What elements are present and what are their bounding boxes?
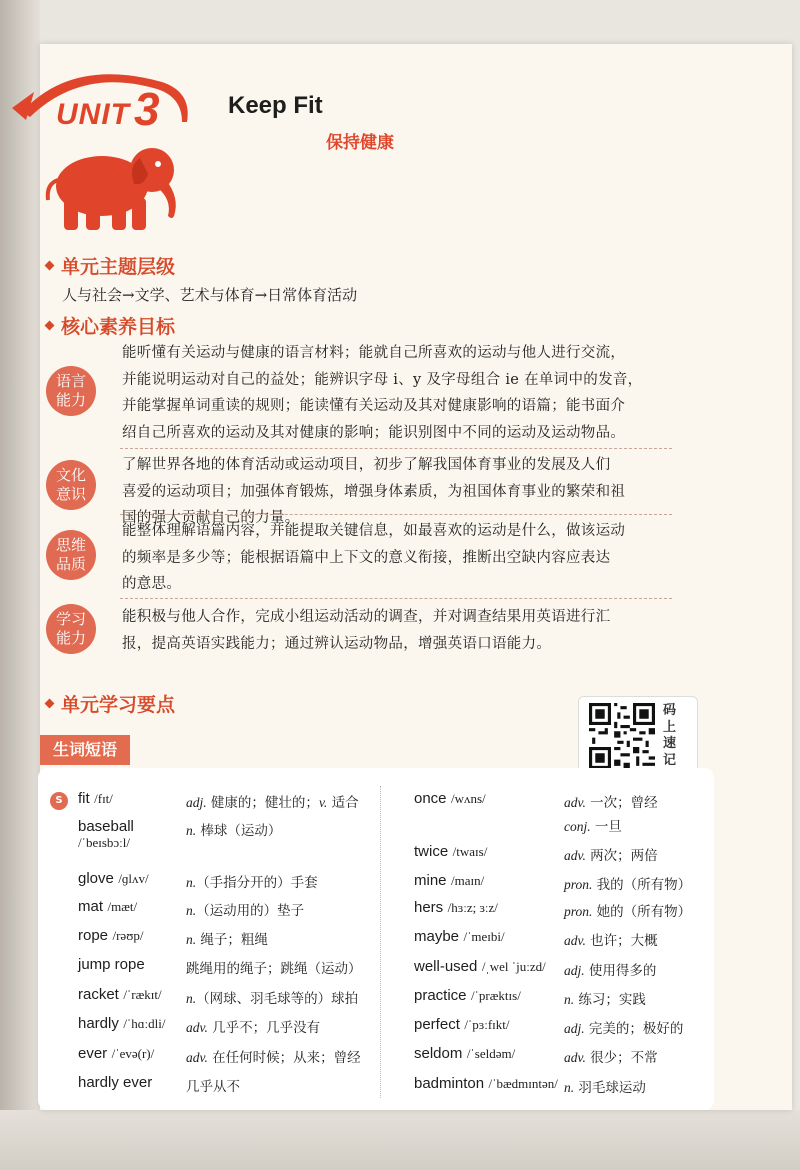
vocab-word: glove [78,870,114,887]
goal-learning [46,604,686,664]
part-of-speech: adv. [564,795,586,810]
vocab-meaning [186,899,304,919]
goal-line: 国的强大贡献自己的力量。 [122,510,300,526]
meaning-text: 一旦 [590,819,622,835]
goals-heading-text: 核心素养目标 [61,316,176,338]
vocab-word: well-used [414,958,478,975]
goal-line: 的频率是多少等；能根据语篇中上下文的意义衔接，推断出空缺内容应表达 [122,549,611,566]
goal-text [122,340,718,446]
goal-divider [120,448,672,449]
diamond-bullet-icon [45,261,55,271]
goal-divider [120,514,672,515]
vocab-phonetic: /twaɪs/ [452,844,488,859]
part-of-speech: n. [186,823,197,838]
meaning-text: （手指分开的）手套 [196,875,318,891]
goal-line: 了解世界各地的体育活动或运动项目，初步了解我国体育事业的发展及人们 [122,457,611,473]
vocab-section-tab: 生词短语 [40,735,130,765]
theme-heading-text: 单元主题层级 [61,256,176,278]
part-of-speech: v. [318,795,328,810]
vocab-word: rope [78,927,109,944]
meaning-text: 羽毛球运动 [574,1080,646,1096]
meaning-text: 一次；曾经 [585,795,658,811]
vocab-entry [414,987,734,1008]
part-of-speech: adj. [564,963,585,978]
vocab-entry [414,872,734,893]
vocab-entry [414,843,734,864]
meaning-text: 她的（所有物） [592,904,692,920]
goal-language [46,340,686,450]
meaning-text: 棒球（运动） [196,823,282,839]
vocab-word: ever [78,1045,108,1062]
meaning-text: 健康的；健壮的； [206,795,319,811]
vocab-meaning [564,844,658,868]
meaning-text: 我的（所有物） [592,877,692,893]
vocab-word: practice [414,987,467,1004]
theme-heading [46,252,175,279]
part-of-speech: n. [186,932,197,947]
goal-thinking [46,518,686,598]
vocab-meaning [186,1046,361,1066]
goal-line: 能积极与他人合作，完成小组运动活动的调查，并对调查结果用英语进行汇 [122,609,611,625]
vocab-meaning [186,1075,240,1095]
diamond-bullet-icon [45,321,55,331]
vocab-meaning [186,1016,320,1036]
vocab-meaning [186,957,362,977]
elephant-icon [40,128,190,238]
vocab-meaning [564,1017,683,1041]
part-of-speech: adj. [186,795,207,810]
goals-heading [46,312,175,339]
badge-line: 意识 [55,485,86,503]
vocab-meaning [564,1076,646,1100]
part-of-speech: adv. [564,848,586,863]
vocab-meaning [186,987,358,1007]
vocab-word: once [414,790,447,807]
vocab-entry [78,790,398,811]
vocab-word: racket [78,986,119,1003]
qr-caption-char: 上 [663,719,677,735]
vocab-word: jump rope [78,956,145,973]
badge-line: 文化 [55,466,86,484]
vocab-entry [414,958,734,979]
s-icon: S [50,792,68,810]
goal-line: 并能说明运动对自己的益处；能辨识字母 i、y 及字母组合 ie 在单词中的发音， [122,371,643,388]
vocab-word: baseball [78,818,134,835]
part-of-speech: n. [186,875,197,890]
vocab-entry [78,818,398,851]
part-of-speech: adj. [564,1021,585,1036]
study-heading [46,690,175,717]
page-bottom-shadow [0,1110,800,1170]
vocab-entry [78,956,398,977]
part-of-speech: adv. [564,933,586,948]
vocab-phonetic: /ˈpræktɪs/ [470,988,521,1003]
vocab-phonetic: /ˈrækɪt/ [123,987,162,1002]
meaning-text: 两次；两倍 [585,848,658,864]
vocab-entry [78,1045,398,1066]
vocab-meaning [564,929,658,953]
vocab-word: hardly [78,1015,119,1032]
goal-line: 绍自己所喜欢的运动及其对健康的影响；能识别图中不同的运动及运动物品。 [122,424,626,441]
vocab-phonetic: /ˈmeɪbi/ [463,929,505,944]
vocab-word: hers [414,899,444,916]
vocab-entry [414,1016,734,1037]
vocab-meaning [186,928,268,948]
goal-badge [46,604,96,654]
vocab-entry [78,870,398,891]
vocab-word: twice [414,843,449,860]
part-of-speech: adv. [186,1020,208,1035]
qr-caption [663,703,679,769]
goal-line: 的意思。 [122,576,182,592]
meaning-text: 练习；实践 [574,992,646,1008]
diamond-bullet-icon [45,699,55,709]
part-of-speech: conj. [564,819,591,834]
vocab-meaning [564,791,658,839]
badge-line: 品质 [55,555,86,573]
goal-line: 报，提高英语实践能力；通过辨认运动物品，增强英语口语能力。 [122,635,552,652]
vocab-word: hardly ever [78,1074,153,1091]
meaning-text: （网球、羽毛球等的）球拍 [196,991,359,1007]
goal-badge [46,530,96,580]
part-of-speech: n. [564,992,575,1007]
meaning-text: 几乎不；几乎没有 [207,1020,321,1036]
vocab-phonetic: /ˈbeɪsbɔːl/ [78,835,130,850]
vocab-meaning [564,1046,658,1070]
goal-line: 能整体理解语篇内容，并能提取关键信息，如最喜欢的运动是什么，做该运动 [122,523,626,539]
vocabulary-card [38,768,714,1110]
study-heading-text: 单元学习要点 [61,694,176,716]
goal-line: 能听懂有关运动与健康的语言材料；能就自己所喜欢的运动与他人进行交流， [122,345,626,361]
unit-title-chinese: 保持健康 [326,133,394,153]
page-gutter-shadow [0,0,40,1170]
vocab-word: badminton [414,1075,485,1092]
vocab-phonetic: /hɜːz; ɜːz/ [447,900,498,915]
vocab-word: maybe [414,928,460,945]
unit-label: UNIT [56,98,130,131]
vocab-word: mat [78,898,104,915]
meaning-text: 也许；大概 [585,933,658,949]
vocab-phonetic: /wʌns/ [450,791,486,806]
vocab-entry [414,1075,734,1096]
badge-line: 能力 [55,391,86,409]
meaning-text: 几乎从不 [186,1079,240,1095]
meaning-text: （运动用的）垫子 [196,903,305,919]
part-of-speech: n. [186,903,197,918]
goal-divider [120,598,672,599]
meaning-text: 很少；不常 [585,1050,658,1066]
qr-caption-char: 码 [663,703,677,718]
theme-line: 人与社会→文学、艺术与体育→日常体育活动 [62,286,358,304]
vocab-entry [414,790,734,835]
vocab-meaning [186,871,318,891]
vocab-phonetic: /ˈseldəm/ [466,1046,516,1061]
vocab-entry [78,898,398,919]
part-of-speech: adv. [564,1050,586,1065]
vocab-phonetic: /maɪn/ [450,873,485,888]
vocab-word: fit [78,790,90,807]
vocab-meaning [186,791,359,811]
vocab-entry [414,1045,734,1066]
vocab-word: mine [414,872,447,889]
meaning-text: 适合 [327,795,359,811]
qr-code-panel[interactable] [578,696,698,778]
vocab-phonetic: /ɡlʌv/ [118,871,149,886]
part-of-speech: n. [186,991,197,1006]
goal-text [122,604,718,657]
vocab-phonetic: /ˈhɑːdli/ [123,1016,166,1031]
goal-badge [46,460,96,510]
vocab-phonetic: /mæt/ [107,899,138,914]
meaning-text: 在任何时候；从来；曾经 [207,1050,361,1066]
goal-line: 喜爱的运动项目；加强体育锻炼，增强身体素质，为祖国体育事业的繁荣和祖 [122,483,626,500]
part-of-speech: pron. [564,877,593,892]
vocab-entry [78,986,398,1007]
vocab-phonetic: /rəʊp/ [112,928,144,943]
badge-line: 能力 [55,629,86,647]
unit-number: 3 [134,83,160,135]
vocab-phonetic: /ˈpɜːfɪkt/ [464,1017,510,1032]
badge-line: 语言 [55,372,86,390]
vocab-phonetic: /ˈevə(r)/ [111,1046,155,1061]
vocab-word: seldom [414,1045,463,1062]
vocab-entry [78,927,398,948]
vocab-entry [78,1074,398,1095]
meaning-text: 完美的；极好的 [584,1021,684,1037]
vocab-phonetic: /fɪt/ [94,791,113,806]
qr-caption-char: 记 [663,752,677,768]
qr-caption-char: 速 [663,736,677,751]
meaning-text: 绳子；粗绳 [196,932,268,948]
vocab-entry [78,1015,398,1036]
unit-title-english: Keep Fit [228,92,323,119]
part-of-speech: n. [564,1080,575,1095]
vocab-word: perfect [414,1016,460,1033]
goal-line: 并能掌握单词重读的规则；能读懂有关运动及其对健康影响的语篇；能书面介 [122,398,626,414]
goal-text [122,518,718,598]
vocab-entry [414,928,734,949]
vocab-meaning [186,819,281,839]
part-of-speech: pron. [564,904,593,919]
meaning-text: 跳绳用的绳子；跳绳（运动） [186,961,362,977]
goal-badge [46,366,96,416]
vocab-meaning [564,900,691,924]
vocab-phonetic: /ˈbædmɪntən/ [488,1076,558,1091]
meaning-text: 使用得多的 [584,963,657,979]
part-of-speech: adv. [186,1050,208,1065]
vocab-entry [414,899,734,920]
vocab-meaning [564,959,656,983]
badge-line: 思维 [55,536,86,554]
vocab-meaning [564,988,646,1012]
vocab-meaning [564,873,691,897]
badge-line: 学习 [55,610,86,628]
qr-code-icon[interactable] [589,703,655,769]
vocab-phonetic: /ˌwel ˈjuːzd/ [481,959,546,974]
